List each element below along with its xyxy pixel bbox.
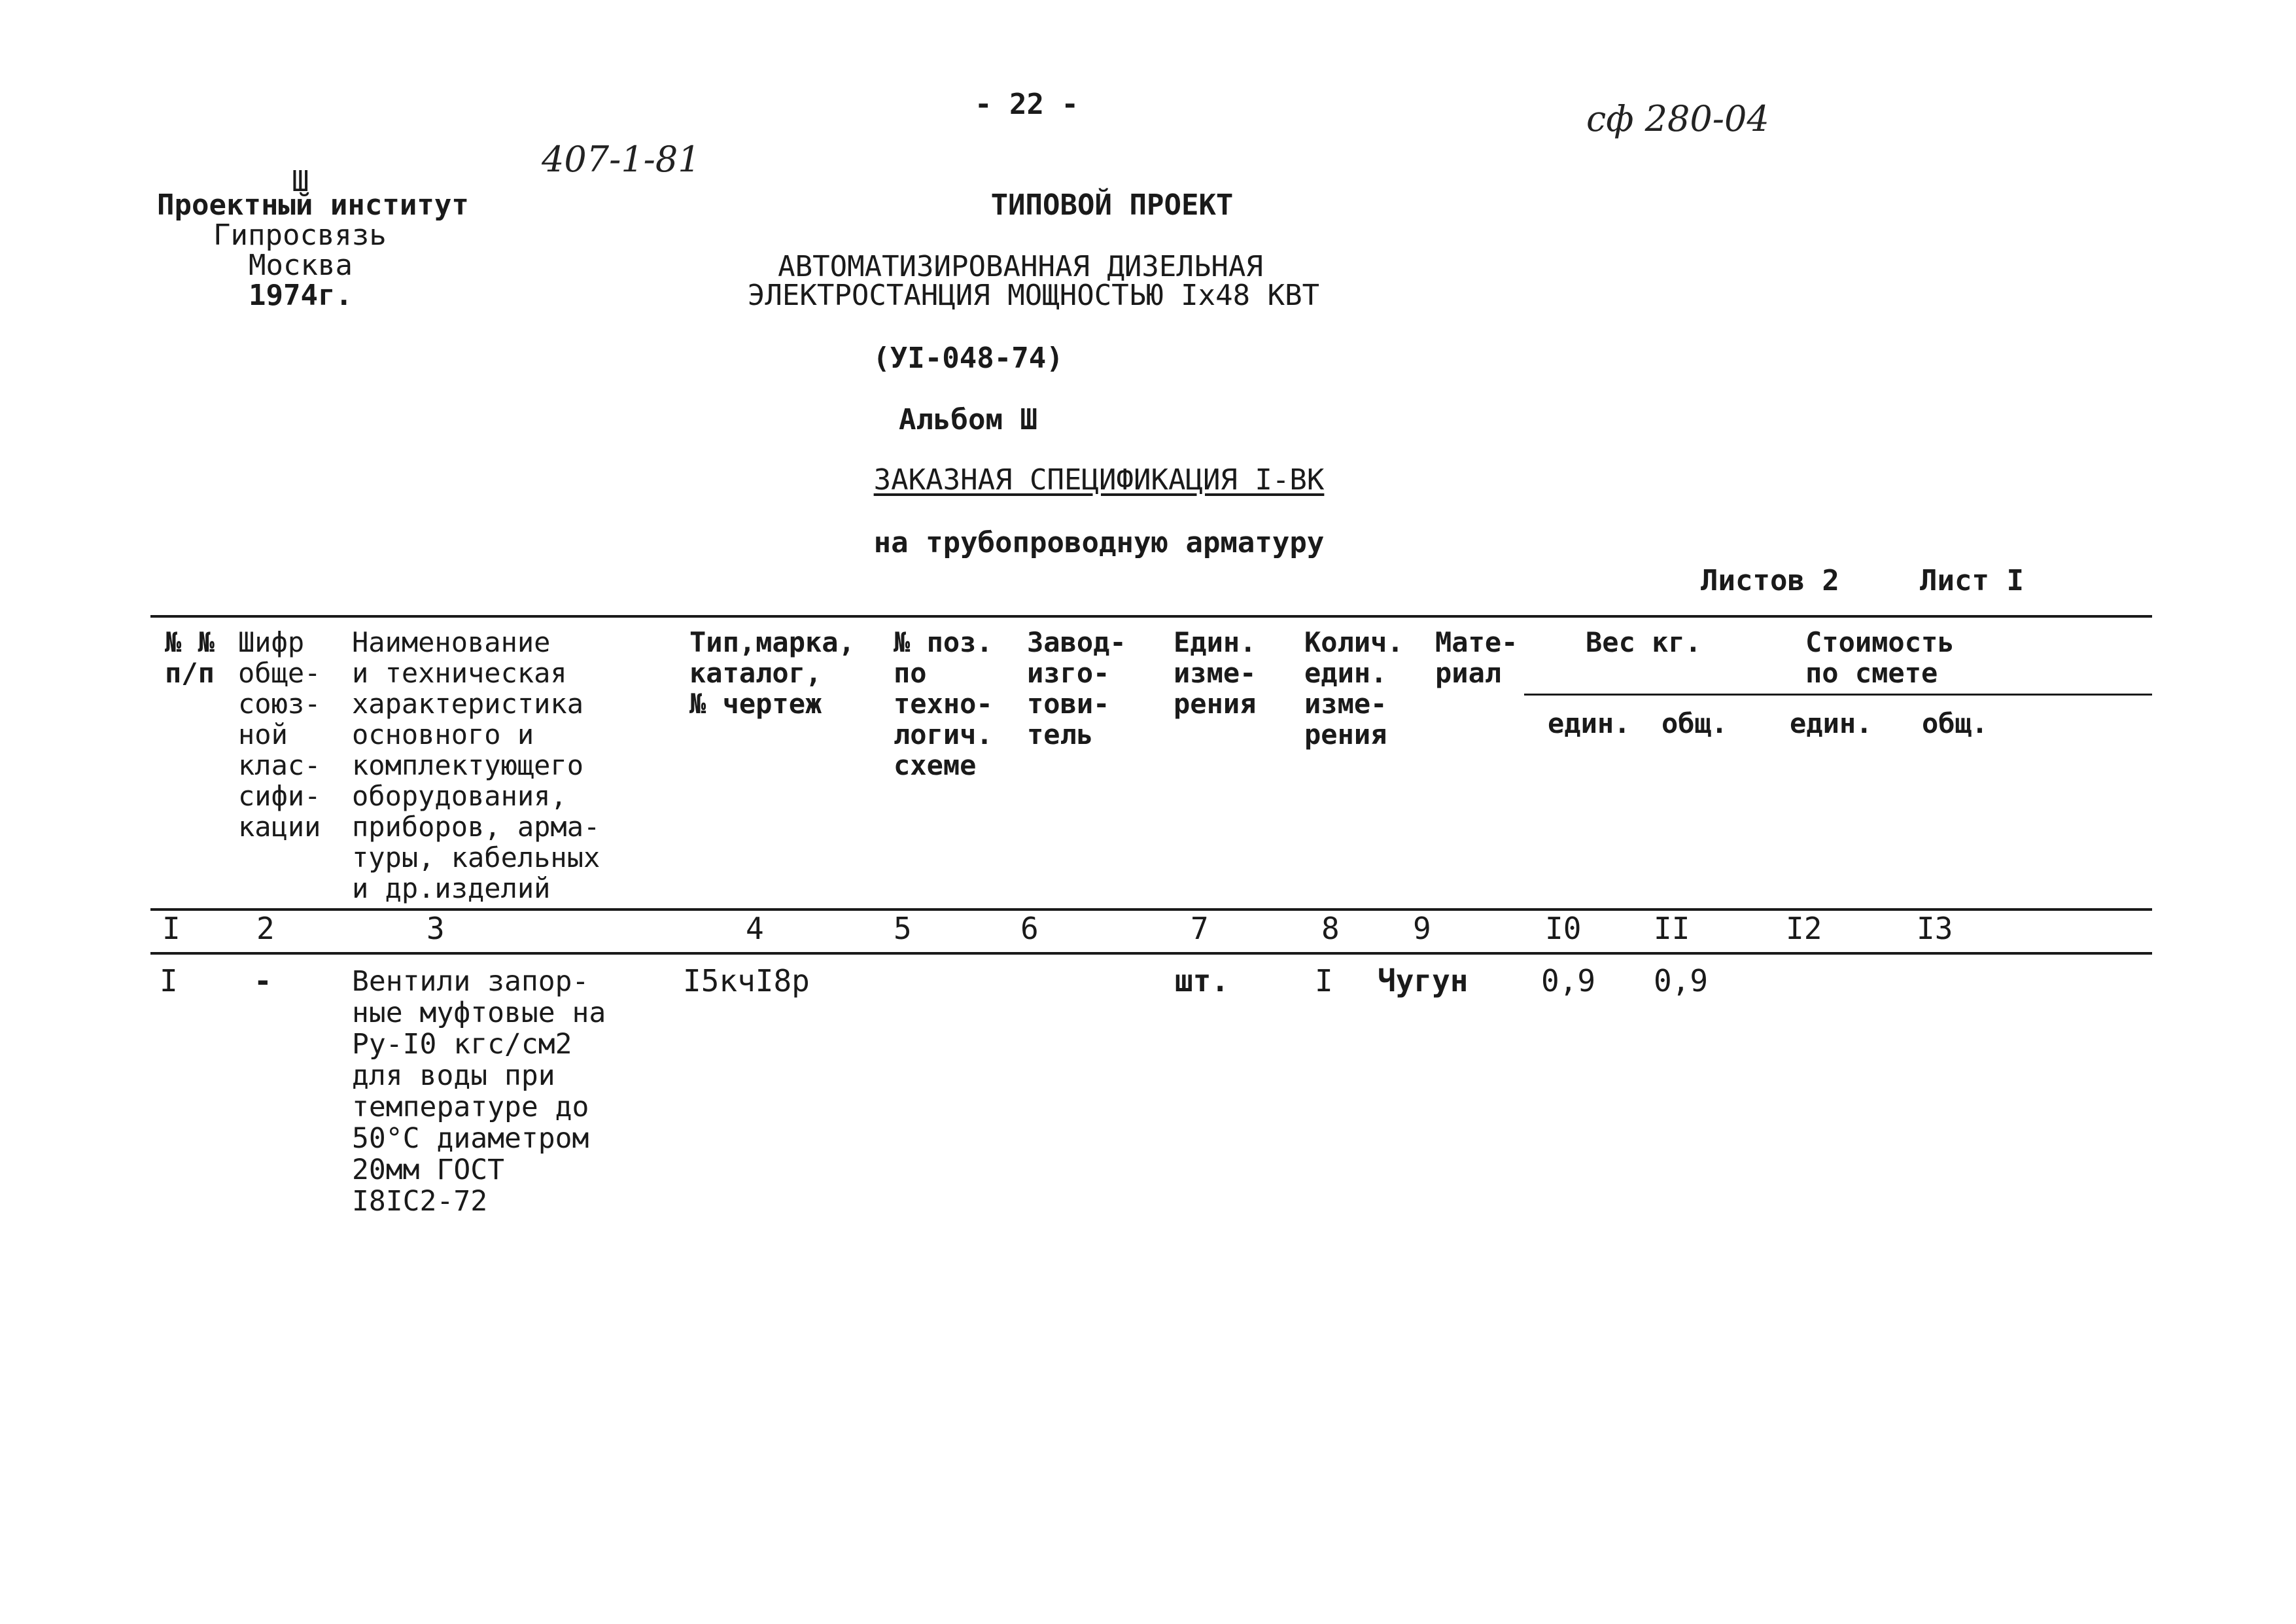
project-code: (УI-048-74) xyxy=(873,342,1064,375)
institute-name-line2: Гипросвязь xyxy=(213,219,387,252)
header-unit: Един. изме- рения xyxy=(1174,626,1257,720)
spec-subtitle: на трубопроводную арматуру xyxy=(873,526,1325,559)
spec-title: ЗАКАЗНАЯ СПЕЦИФИКАЦИЯ I-ВК xyxy=(873,463,1325,497)
header-cost-total: общ. xyxy=(1922,707,1989,739)
header-position: № поз. по техно- логич. схеме xyxy=(894,626,993,781)
group-subheader-rule xyxy=(1524,694,2152,696)
header-cost-unit: един. xyxy=(1790,707,1873,739)
row-quantity: I xyxy=(1315,963,1333,998)
header-bottom-rule xyxy=(150,908,2152,911)
row-material: Чугун xyxy=(1378,963,1469,998)
institute-year: 1974г. xyxy=(249,279,353,312)
column-number-10: I0 xyxy=(1545,911,1582,946)
header-weight-total: общ. xyxy=(1661,707,1728,739)
header-name-description: Наименование и техническая характеристика основного и комплектующего оборудования, приборов, арма- туры, кабельных и др.изделий xyxy=(352,626,600,904)
header-weight-unit: един. xyxy=(1548,707,1631,739)
album-label: Альбом Ш xyxy=(899,403,1037,436)
project-title-line2: ЭЛЕКТРОСТАНЦИЯ МОЩНОСТЬЮ Iх48 КВТ xyxy=(747,279,1320,312)
column-number-3: 3 xyxy=(426,911,445,946)
row-unit: шт. xyxy=(1175,963,1230,998)
header-row-number: № № п/п xyxy=(165,626,215,689)
row-weight-total: 0,9 xyxy=(1654,963,1709,998)
header-manufacturer: Завод- изго- тови- тель xyxy=(1027,626,1126,750)
row-classification-code: - xyxy=(254,963,272,998)
header-quantity: Колич. един. изме- рения xyxy=(1304,626,1404,750)
header-cost-group: Стоимость по смете xyxy=(1805,626,1955,689)
header-type-brand: Тип,марка, каталог, № чертеж xyxy=(689,626,855,720)
header-weight-group: Вес кг. xyxy=(1586,626,1702,658)
row-weight-unit: 0,9 xyxy=(1541,963,1596,998)
column-number-4: 4 xyxy=(746,911,764,946)
header-material: Мате- риал xyxy=(1435,626,1518,689)
row-type-brand: I5кчI8р xyxy=(683,963,810,998)
sheet-current: Лист I xyxy=(1920,564,2024,597)
handwritten-code: сф 280-04 xyxy=(1586,98,1769,139)
handwritten-project-number: 407-1-81 xyxy=(542,139,701,180)
column-number-7: 7 xyxy=(1191,911,1209,946)
column-number-12: I2 xyxy=(1786,911,1822,946)
column-numbers-bottom-rule xyxy=(150,952,2152,955)
page-number: - 22 - xyxy=(975,88,1079,121)
table-top-rule xyxy=(150,615,2152,618)
column-number-6: 6 xyxy=(1020,911,1039,946)
column-number-9: 9 xyxy=(1413,911,1431,946)
row-number: I xyxy=(160,963,178,998)
column-number-5: 5 xyxy=(894,911,912,946)
institute-mark: Ш xyxy=(292,165,309,198)
institute-city: Москва xyxy=(249,249,353,282)
column-number-8: 8 xyxy=(1321,911,1340,946)
column-number-11: II xyxy=(1654,911,1690,946)
project-type: ТИПОВОЙ ПРОЕКТ xyxy=(990,188,1234,222)
column-number-2: 2 xyxy=(256,911,275,946)
header-classification-code: Шифр обще- союз- ной клас- сифи- кации xyxy=(238,626,321,843)
institute-name-line1: Проектный институт xyxy=(157,188,469,222)
row-item-name: Вентили запор- ные муфтовые на Ру-I0 кгс/см2 для воды при температуре до 50°С диаметром 20мм ГОСТ I8IС2-72 xyxy=(352,965,606,1218)
column-number-1: I xyxy=(162,911,181,946)
column-number-13: I3 xyxy=(1917,911,1953,946)
project-title-line1: АВТОМАТИЗИРОВАННАЯ ДИЗЕЛЬНАЯ xyxy=(778,250,1263,283)
sheets-total: Листов 2 xyxy=(1701,564,1839,597)
